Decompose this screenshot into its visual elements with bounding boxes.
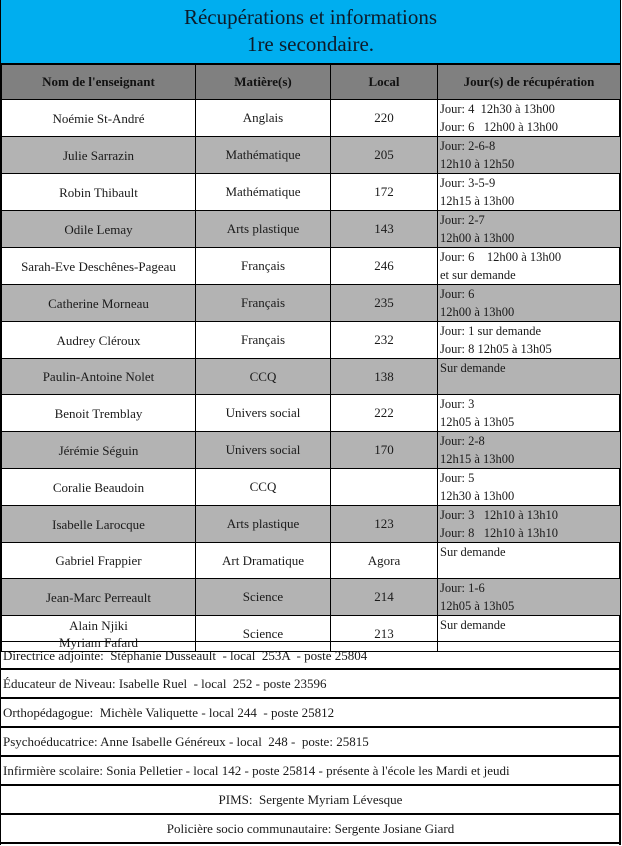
recovery-line: Jour: 3 12h10 à 13h10 (440, 508, 559, 522)
header-teacher-name: Nom de l'enseignant (2, 64, 196, 100)
table-row (2, 432, 621, 469)
room-cell: 222 (331, 395, 438, 432)
teacher-name-cell (2, 432, 196, 469)
subject-cell: Univers social (196, 395, 331, 432)
teacher-name: Jérémie Séguin (58, 442, 139, 458)
teacher-name: Myriam Fafard (58, 634, 139, 650)
teacher-name-cell (2, 579, 196, 616)
subject-cell: Art Dramatique (196, 543, 331, 579)
teacher-name: Coralie Beaudoin (52, 479, 145, 495)
table-row (2, 100, 621, 137)
recovery-days-cell (438, 543, 621, 579)
recovery-line: Jour: 6 12h00 à 13h00 (440, 120, 559, 134)
table-row (2, 248, 621, 285)
recovery-line: Jour: 2-6-8 (440, 139, 496, 153)
recovery-days-cell (438, 395, 621, 432)
teacher-name-cell (2, 137, 196, 174)
recovery-days-cell (438, 322, 621, 359)
recovery-line: Sur demande (440, 545, 506, 559)
room-cell (331, 469, 438, 506)
recovery-line: 12h05 à 13h05 (440, 599, 515, 613)
room-cell: 170 (331, 432, 438, 469)
teacher-name-cell (2, 248, 196, 285)
teacher-name: Odile Lemay (64, 221, 133, 237)
recovery-days-cell (438, 432, 621, 469)
title-banner (1, 0, 620, 63)
subject-cell: CCQ (196, 469, 331, 506)
staff-info-row: Psychoéducatrice: Anne Isabelle Généreux - local 248 - poste: 25815 (1, 728, 620, 757)
recovery-line: Jour: 8 12h05 à 13h05 (440, 342, 552, 356)
teacher-name-cell (2, 100, 196, 137)
teacher-name-cell (2, 285, 196, 322)
teacher-name: Alain Njiki (69, 617, 128, 633)
recovery-days-cell (438, 506, 621, 543)
recovery-days-cell (438, 469, 621, 506)
recovery-line: Sur demande (440, 618, 506, 632)
table-row (2, 211, 621, 248)
recovery-line: 12h15 à 13h00 (440, 452, 515, 466)
room-cell: 172 (331, 174, 438, 211)
staff-info-row: Orthopédagogue: Michèle Valiquette - local 244 - poste 25812 (1, 699, 620, 728)
table-header-row (2, 64, 621, 100)
recovery-days-cell (438, 285, 621, 322)
teacher-name-cell (2, 174, 196, 211)
recovery-line: Jour: 1-6 (440, 581, 485, 595)
recovery-line: Jour: 6 (440, 287, 475, 301)
table-row (2, 579, 621, 616)
recovery-days-cell (438, 211, 621, 248)
recovery-line: et sur demande (440, 268, 516, 282)
table-row (2, 359, 621, 395)
subject-cell: Science (196, 616, 331, 652)
subject-cell: Mathématique (196, 174, 331, 211)
teacher-name-cell (2, 506, 196, 543)
recovery-line: Jour: 3 (440, 397, 475, 411)
table-row (2, 506, 621, 543)
table-row (2, 137, 621, 174)
teacher-name-cell (2, 469, 196, 506)
staff-info-row: Policière socio communautaire: Sergente Josiane Giard (1, 815, 620, 844)
recovery-days-cell (438, 100, 621, 137)
teacher-table (1, 63, 621, 652)
room-cell: Agora (331, 543, 438, 579)
room-cell: 214 (331, 579, 438, 616)
recovery-line: 12h30 à 13h00 (440, 489, 515, 503)
teacher-name: Audrey Cléroux (56, 332, 141, 348)
recovery-line: 12h10 à 12h50 (440, 157, 515, 171)
teacher-name-cell (2, 359, 196, 395)
teacher-name-cell (2, 395, 196, 432)
teacher-name: Noémie St-André (52, 110, 145, 126)
subject-cell: Anglais (196, 100, 331, 137)
table-row (2, 395, 621, 432)
subject-cell: Français (196, 322, 331, 359)
room-cell: 235 (331, 285, 438, 322)
title-line-2: 1re secondaire. (246, 32, 375, 56)
table-row (2, 322, 621, 359)
recovery-line: Jour: 2-7 (440, 213, 485, 227)
room-cell: 143 (331, 211, 438, 248)
room-cell: 246 (331, 248, 438, 285)
recovery-line: Jour: 6 12h00 à 13h00 (440, 250, 562, 264)
recovery-line: 12h15 à 13h00 (440, 194, 515, 208)
teacher-name: Paulin-Antoine Nolet (42, 369, 155, 384)
recovery-line: Jour: 1 sur demande (440, 324, 542, 338)
table-row (2, 174, 621, 211)
teacher-name-cell (2, 322, 196, 359)
title-line-1: Récupérations et informations (183, 5, 438, 29)
room-cell: 220 (331, 100, 438, 137)
subject-cell: Arts plastique (196, 211, 331, 248)
teacher-name-cell (2, 543, 196, 579)
recovery-days-cell (438, 174, 621, 211)
teacher-name: Benoit Tremblay (54, 405, 143, 421)
teacher-name-cell (2, 211, 196, 248)
recovery-line: 12h05 à 13h05 (440, 415, 515, 429)
subject-cell: Français (196, 248, 331, 285)
room-cell: 123 (331, 506, 438, 543)
table-row (2, 543, 621, 579)
recovery-days-cell (438, 579, 621, 616)
subject-cell: Mathématique (196, 137, 331, 174)
staff-info-row: Éducateur de Niveau: Isabelle Ruel - local 252 - poste 23596 (1, 670, 620, 699)
recovery-days-cell (438, 137, 621, 174)
recovery-line: Jour: 8 12h10 à 13h10 (440, 526, 559, 540)
subject-cell: Science (196, 579, 331, 616)
teacher-name: Gabriel Frappier (55, 553, 142, 568)
header-room: Local (331, 64, 438, 100)
teacher-name: Catherine Morneau (48, 295, 149, 311)
recovery-line: Jour: 5 (440, 471, 475, 485)
staff-info-row: Infirmière scolaire: Sonia Pelletier - local 142 - poste 25814 - présente à l'école les Mardi et jeudi (1, 757, 620, 786)
staff-info-list (1, 641, 620, 844)
teacher-name: Julie Sarrazin (62, 147, 135, 163)
recovery-line: 12h00 à 13h00 (440, 231, 515, 245)
teacher-name: Isabelle Larocque (52, 516, 145, 532)
recovery-days-cell (438, 248, 621, 285)
recovery-line: Jour: 3-5-9 (440, 176, 496, 190)
subject-cell: Univers social (196, 432, 331, 469)
table-row (2, 285, 621, 322)
recovery-line: Sur demande (440, 361, 506, 375)
recovery-line: Jour: 4 12h30 à 13h00 (440, 102, 555, 116)
teacher-name: Sarah-Eve Deschênes-Pageau (21, 258, 176, 274)
teacher-name: Jean-Marc Perreault (45, 589, 152, 605)
subject-cell: Français (196, 285, 331, 322)
recovery-line: 12h00 à 13h00 (440, 305, 515, 319)
teacher-name: Robin Thibault (59, 184, 138, 200)
recovery-line: Jour: 2-8 (440, 434, 485, 448)
recovery-days-cell (438, 359, 621, 395)
staff-info-row: Directrice adjointe: Stéphanie Dusseault - local 253A - poste 25804 (1, 641, 620, 670)
room-cell: 205 (331, 137, 438, 174)
staff-info-row: PIMS: Sergente Myriam Lévesque (1, 786, 620, 815)
room-cell: 213 (331, 616, 438, 652)
room-cell: 232 (331, 322, 438, 359)
subject-cell: Arts plastique (196, 506, 331, 543)
header-recovery-days: Jour(s) de récupération (438, 64, 621, 100)
room-cell: 138 (331, 359, 438, 395)
header-subjects: Matière(s) (196, 64, 331, 100)
table-row (2, 469, 621, 506)
subject-cell: CCQ (196, 359, 331, 395)
